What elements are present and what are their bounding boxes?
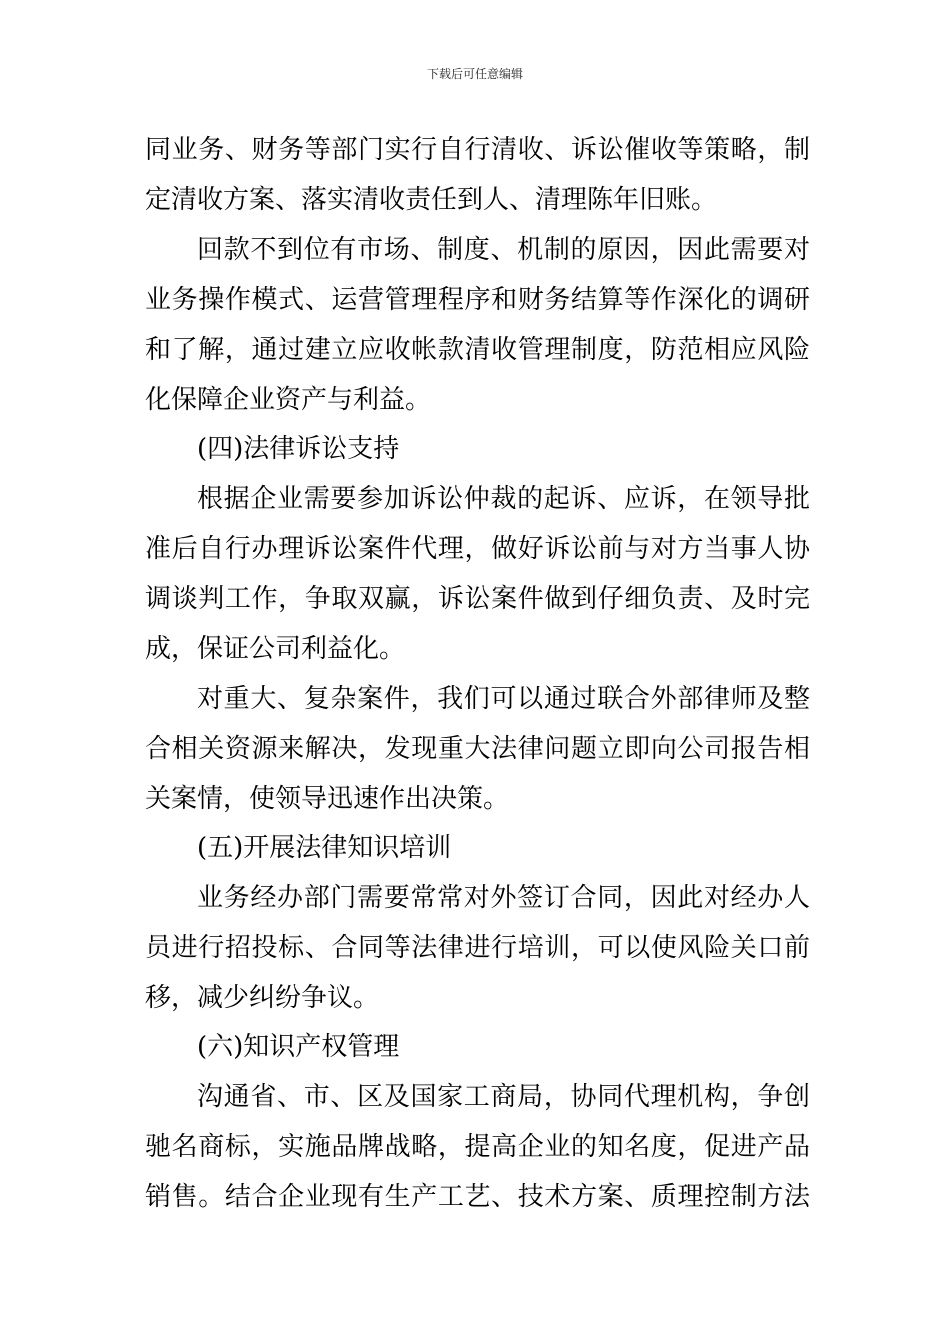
text-line: 根据企业需要参加诉讼仲裁的起诉、应诉，在领导批 xyxy=(197,484,810,514)
text-line: 定清收方案、落实清收责任到人、清理陈年旧账。 xyxy=(145,185,718,215)
section-heading: (四)法律诉讼支持 xyxy=(197,434,400,464)
text-line: 业务操作模式、运营管理程序和财务结算等作深化的调研 xyxy=(145,285,810,315)
text-line: 驰名商标，实施品牌战略，提高企业的知名度，促进产品 xyxy=(145,1132,810,1162)
text-line: 同业务、财务等部门实行自行清收、诉讼催收等策略，制 xyxy=(145,135,810,165)
text-line: 回款不到位有市场、制度、机制的原因，因此需要对 xyxy=(197,235,810,265)
text-line: 调谈判工作，争取双赢，诉讼案件做到仔细负责、及时完 xyxy=(145,584,810,614)
text-line: 关案情，使领导迅速作出决策。 xyxy=(145,784,510,814)
section-heading: (五)开展法律知识培训 xyxy=(197,833,452,863)
text-line: 准后自行办理诉讼案件代理，做好诉讼前与对方当事人协 xyxy=(145,534,810,564)
text-line: 对重大、复杂案件，我们可以通过联合外部律师及整 xyxy=(197,684,810,714)
text-line: 移，减少纠纷争议。 xyxy=(145,983,380,1013)
text-line: 成，保证公司利益化。 xyxy=(145,634,406,664)
text-line: 和了解，通过建立应收帐款清收管理制度，防范相应风险 xyxy=(145,335,810,365)
text-line: 沟通省、市、区及国家工商局，协同代理机构，争创 xyxy=(197,1082,810,1112)
text-line: 合相关资源来解决，发现重大法律问题立即向公司报告相 xyxy=(145,734,810,764)
text-line: 业务经办部门需要常常对外签订合同，因此对经办人 xyxy=(197,883,810,913)
text-line: 化保障企业资产与利益。 xyxy=(145,385,432,415)
text-line: 员进行招投标、合同等法律进行培训，可以使风险关口前 xyxy=(145,933,810,963)
text-line: 销售。结合企业现有生产工艺、技术方案、质理控制方法 xyxy=(145,1182,810,1212)
section-heading: (六)知识产权管理 xyxy=(197,1032,400,1062)
page-header: 下载后可任意编辑 xyxy=(426,67,523,81)
